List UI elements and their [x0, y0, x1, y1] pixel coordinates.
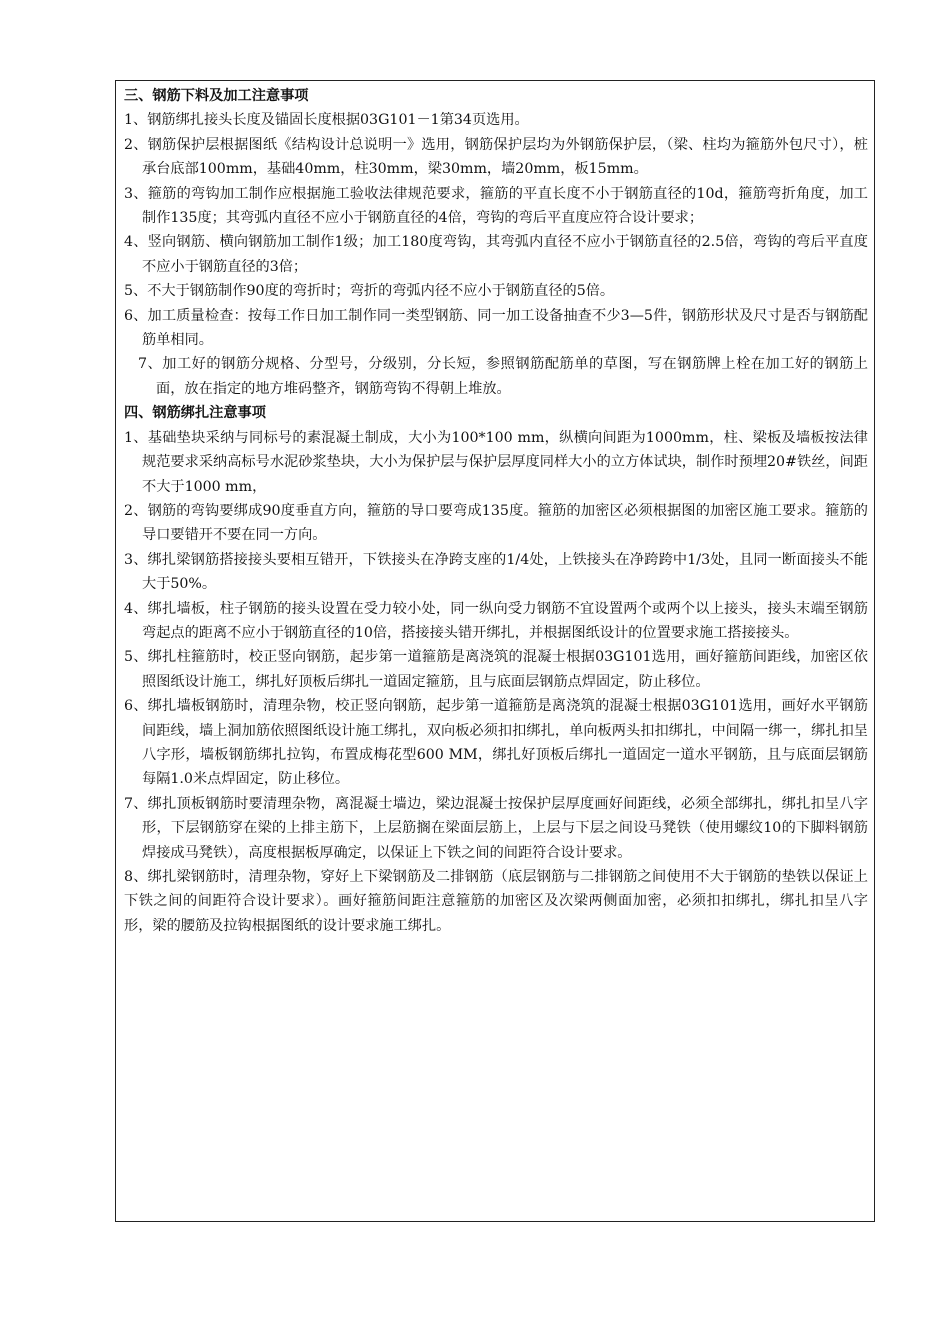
section-4-item-4: 4、绑扎墙板，柱子钢筋的接头设置在受力较小处，同一纵向受力钢筋不宜设置两个或两个以上接头，接头末端至钢筋弯起点的距离不应小于钢筋直径的10倍，搭接接头错开绑扎，并根据图纸设计的位置要求施工搭接接头。 — [124, 600, 868, 641]
section-3-item-1: 1、钢筋绑扎接头长度及锚固长度根据03G101－1第34页选用。 — [124, 112, 529, 129]
section-4-item-1: 1、基础垫块采纳与同标号的素混凝土制成，大小为100*100 mm，纵横向间距为1000mm，柱、梁板及墙板按法律规范要求采纳高标号水泥砂浆垫块，大小为保护层与保护层厚度同样大小的立方体试块，制作时预埋20#铁丝，间距不大于1000 mm， — [124, 429, 868, 495]
section-4-item-5: 5、绑扎柱箍筋时，校正竖向钢筋，起步第一道箍筋是离浇筑的混凝士根据03G101选用，画好箍筋间距线，加密区依照图纸设计施工，绑扎好顶板后绑扎一道固定箍筋，且与底面层钢筋点焊固定，防止移位。 — [124, 649, 868, 690]
section-4-item-7: 7、绑扎顶板钢筋时要清理杂物，离混凝士墙边，梁边混凝士按保护层厚度画好间距线，必须全部绑扎，绑扎扣呈八字形，下层钢筋穿在梁的上排主筋下，上层筋搁在梁面层筋上，上层与下层之间设马凳铁（使用螺纹10的下脚料钢筋焊接成马凳铁），高度根据板厚确定，以保证上下铁之间的间距符合设计要求。 — [124, 795, 868, 861]
section-3-item-6: 6、加工质量检查：按每工作日加工制作同一类型钢筋、同一加工设备抽查不少3—5件，钢筋形状及尺寸是否与钢筋配筋单相同。 — [124, 307, 868, 349]
section-3-item-5: 5、不大于钢筋制作90度的弯折时；弯折的弯弧内径不应小于钢筋直径的5倍。 — [124, 283, 615, 300]
section-3-item-4: 4、竖向钢筋、横向钢筋加工制作1级；加工180度弯钩，其弯弧内直径不应小于钢筋直径的2.5倍，弯钩的弯后平直度不应小于钢筋直径的3倍； — [124, 234, 868, 275]
document-content — [124, 84, 868, 938]
document-frame — [115, 80, 875, 1222]
section-3-item-2: 2、钢筋保护层根据图纸《结构设计总说明一》选用，钢筋保护层均为外钢筋保护层，（梁、柱均为箍筋外包尺寸），桩承台底部100mm，基础40mm，柱30mm，梁30mm，墙20mm，板15mm。 — [124, 136, 868, 178]
section-4-item-6: 6、绑扎墙板钢筋时，清理杂物，校正竖向钢筋，起步第一道箍筋是离浇筑的混凝士根据03G101选用，画好水平钢筋间距线，墙上洞加筋依照图纸设计施工绑扎，双向板必须扣扣绑扎，单向板两头扣扣绑扎，中间隔一绑一，绑扎扣呈八字形，墙板钢筋绑扎拉钩，布置成梅花型600 MM，绑扎好顶板后绑扎一道固定一道水平钢筋，且与底面层钢筋每隔1.0米点焊固定，防止移位。 — [124, 698, 868, 788]
section-3-item-7: 7、加工好的钢筋分规格、分型号，分级别，分长短，参照钢筋配筋单的草图，写在钢筋牌上栓在加工好的钢筋上面，放在指定的地方堆码整齐，钢筋弯钩不得朝上堆放。 — [138, 356, 868, 397]
section-4-item-3: 3、绑扎梁钢筋搭接接头要相互错开，下铁接头在净跨支座的1/4处，上铁接头在净跨跨中1/3处，且同一断面接头不能大于50%。 — [124, 551, 868, 593]
section-3-heading: 三、钢筋下料及加工注意事项 — [124, 88, 309, 104]
section-4-item-2: 2、钢筋的弯钩要绑成90度垂直方向，箍筋的导口要弯成135度。箍筋的加密区必须根据图的加密区施工要求。箍筋的导口要错开不要在同一方向。 — [124, 502, 868, 544]
section-3-item-3: 3、箍筋的弯钩加工制作应根据施工验收法律规范要求，箍筋的平直长度不小于钢筋直径的10d，箍筋弯折角度，加工制作135度；其弯弧内直径不应小于钢筋直径的4倍，弯钩的弯后平直度应符合设计要求； — [124, 185, 868, 227]
section-4-heading: 四、钢筋绑扎注意事项 — [124, 405, 266, 422]
section-4-item-8: 8、绑扎梁钢筋时，清理杂物，穿好上下梁钢筋及二排钢筋（底层钢筋与二排钢筋之间使用不大于钢筋的垫铁以保证上下铁之间的间距符合设计要求）。画好箍筋间距注意箍筋的加密区及次梁两侧面加密，必须扣扣绑扎，绑扎扣呈八字形，梁的腰筋及拉钩根据图纸的设计要求施工绑扎。 — [124, 869, 868, 934]
